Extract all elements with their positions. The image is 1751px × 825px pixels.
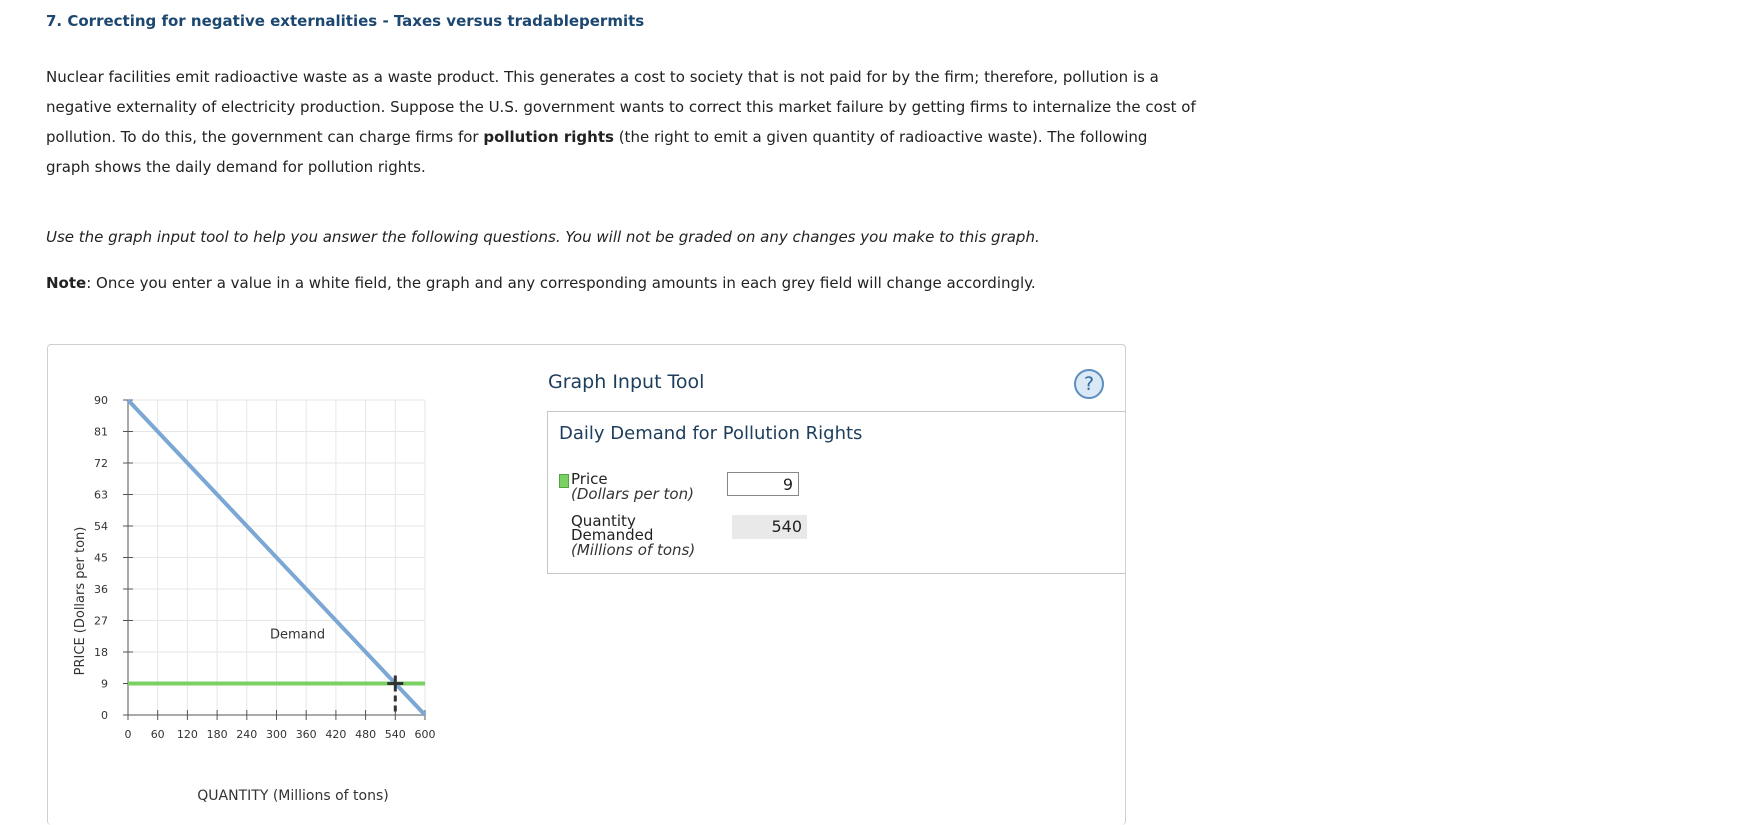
- x-axis-label: QUANTITY (Millions of tons): [197, 788, 389, 804]
- question-title: 7. Correcting for negative externalities - Taxes versus tradablepermits: [46, 12, 645, 30]
- x-tick-label-60: 60: [150, 728, 165, 741]
- y-tick-label-81: 81: [94, 425, 108, 439]
- intro-paragraph: [46, 62, 1196, 182]
- quantity-label-line2: Demanded: [571, 526, 654, 544]
- x-tick-label-480: 480: [355, 728, 377, 741]
- price-color-swatch: [559, 474, 569, 488]
- y-tick-label-45: 45: [94, 551, 108, 565]
- quantity-label-line1: Quantity: [571, 512, 636, 530]
- intro-text-1: Nuclear facilities emit radioactive waste as a waste product. This generates a cost to society that is not paid for by the firm; therefore, pollution is a negative externality of electricity production. Suppose the U.S. government wants to correct this market failure by getting firms to internalize the cost of pollution. To do this, the government can charge firms for: [46, 68, 1196, 146]
- x-tick-label-0: 0: [124, 728, 132, 741]
- x-tick-label-120: 120: [176, 728, 198, 741]
- note-text: : Once you enter a value in a white field, the graph and any corresponding amounts in each grey field will change accordingly.: [86, 274, 1036, 292]
- x-tick-label-600: 600: [414, 728, 436, 741]
- tick-labels: [94, 394, 436, 741]
- axes: [123, 400, 425, 720]
- intro-text-2: (the right to emit a given quantity of radioactive waste). The following graph shows the daily demand for pollution rights.: [46, 128, 1148, 176]
- input-tool-box: [547, 411, 1125, 574]
- y-tick-label-90: 90: [94, 394, 108, 407]
- y-tick-label-36: 36: [94, 583, 108, 596]
- x-tick-label-240: 240: [236, 728, 258, 741]
- demand-curve-label: Demand: [269, 627, 326, 643]
- y-tick-label-0: 0: [101, 709, 108, 722]
- input-box-title: Daily Demand for Pollution Rights: [559, 423, 863, 444]
- x-tick-label-420: 420: [325, 728, 347, 741]
- note-label: Note: [46, 274, 87, 292]
- x-tick-label-540: 540: [384, 728, 406, 741]
- price-unit-label: (Dollars per ton): [571, 485, 694, 503]
- note-paragraph: [46, 274, 1036, 292]
- y-tick-label-18: 18: [94, 646, 108, 659]
- price-input[interactable]: [727, 472, 799, 496]
- y-tick-label-72: 72: [94, 457, 108, 470]
- graph-panel: [47, 344, 1126, 825]
- y-tick-label-27: 27: [94, 614, 108, 628]
- quantity-demanded-value: 540: [732, 515, 807, 539]
- price-label: Price: [571, 470, 608, 488]
- intro-bold-term: pollution rights: [483, 128, 614, 146]
- x-tick-label-300: 300: [266, 728, 287, 741]
- help-icon[interactable]: ?: [1074, 369, 1104, 399]
- instruction-text: Use the graph input tool to help you answer the following questions. You will not be graded on any changes you make to this graph.: [46, 228, 1040, 246]
- quantity-unit-label: (Millions of tons): [571, 541, 696, 559]
- y-tick-label-54: 54: [94, 520, 108, 533]
- demand-graph[interactable]: [48, 345, 528, 825]
- x-tick-label-180: 180: [206, 728, 228, 741]
- y-tick-label-9: 9: [101, 677, 108, 691]
- y-tick-label-63: 63: [94, 488, 108, 502]
- graph-input-tool-title: Graph Input Tool: [548, 371, 705, 393]
- y-axis-label: PRICE (Dollars per ton): [73, 526, 88, 676]
- x-tick-label-360: 360: [295, 728, 317, 741]
